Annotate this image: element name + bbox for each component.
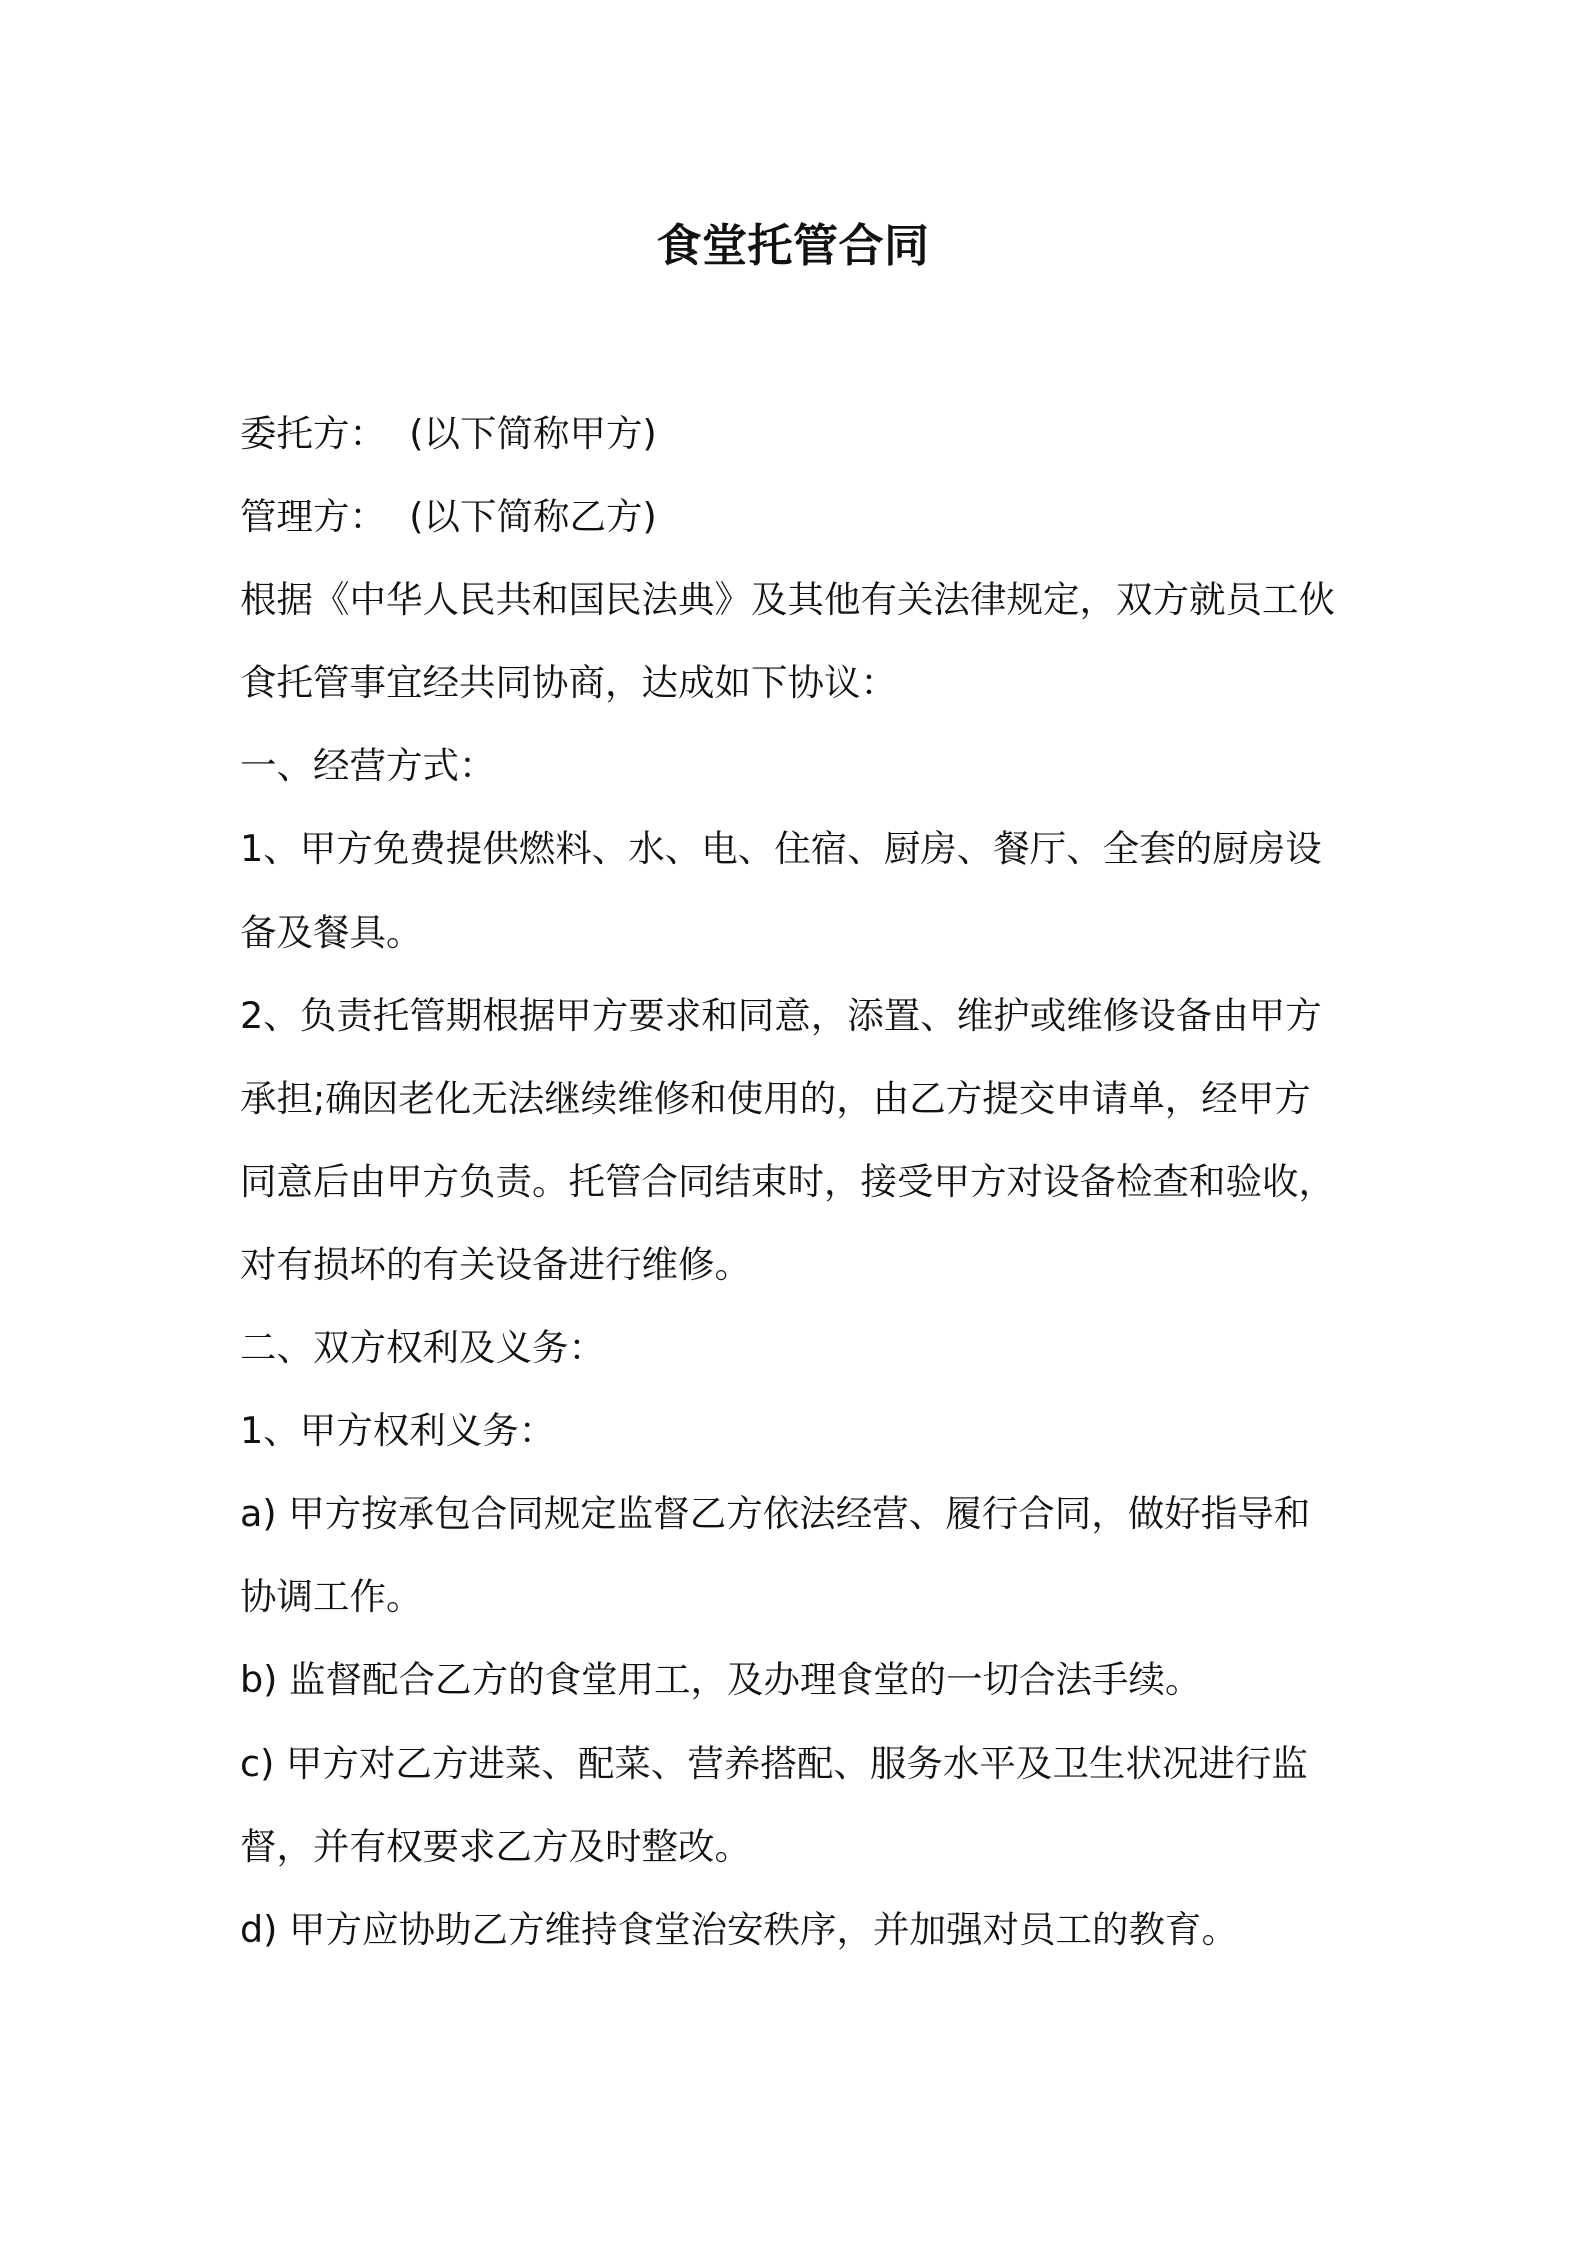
item-line: a) 甲方按承包合同规定监督乙方依法经营、履行合同，做好指导和 xyxy=(240,1492,1311,1536)
item-a xyxy=(240,1472,1440,1638)
item-b xyxy=(240,1638,1440,1721)
item-line: c) 甲方对乙方进菜、配菜、营养搭配、服务水平及卫生状况进行监 xyxy=(240,1741,1308,1785)
section-heading-line: 一、经营方式： xyxy=(240,744,496,788)
subsection-2-1-heading xyxy=(240,1389,1440,1472)
section-2-heading xyxy=(240,1306,1440,1389)
clause-line: 承担;确因老化无法继续维修和使用的，由乙方提交申请单，经甲方 xyxy=(240,1076,1311,1120)
clause-line: 同意后由甲方负责。托管合同结束时，接受甲方对设备检查和验收， xyxy=(240,1159,1335,1203)
item-line: b) 监督配合乙方的食堂用工，及办理食堂的一切合法手续。 xyxy=(240,1658,1202,1702)
preamble-line: 根据《中华人民共和国民法典》及其他有关法律规定，双方就员工伙 xyxy=(240,578,1335,622)
party-a-line: 委托方： (以下简称甲方) xyxy=(240,412,657,455)
item-c xyxy=(240,1722,1440,1888)
item-line: 协调工作。 xyxy=(240,1575,423,1619)
preamble-paragraph xyxy=(240,558,1440,724)
clause-line: 2、负责托管期根据甲方要求和同意，添置、维护或维修设备由甲方 xyxy=(240,993,1322,1037)
party-b-paragraph xyxy=(240,475,1440,558)
clause-1-1 xyxy=(240,807,1440,973)
section-heading-line: 二、双方权利及义务： xyxy=(240,1326,605,1370)
party-b-line: 管理方： (以下简称乙方) xyxy=(240,495,657,539)
clause-line: 备及餐具。 xyxy=(240,910,423,954)
document-title: 食堂托管合同 xyxy=(656,219,930,272)
preamble-line: 食托管事宜经共同协商，达成如下协议： xyxy=(240,661,897,705)
clause-1-2 xyxy=(240,974,1440,1306)
item-line: d) 甲方应协助乙方维持食堂治安秩序，并加强对员工的教育。 xyxy=(240,1907,1239,1951)
party-a-paragraph xyxy=(240,392,1440,475)
item-d xyxy=(240,1888,1440,1971)
clause-line: 1、甲方免费提供燃料、水、电、住宿、厨房、餐厅、全套的厨房设 xyxy=(240,827,1322,871)
clause-line: 对有损坏的有关设备进行维修。 xyxy=(240,1242,751,1286)
section-1-heading xyxy=(240,724,1440,807)
item-line: 督，并有权要求乙方及时整改。 xyxy=(240,1824,751,1868)
subsection-heading-line: 1、甲方权利义务： xyxy=(240,1409,556,1453)
document-body xyxy=(240,392,1440,1971)
